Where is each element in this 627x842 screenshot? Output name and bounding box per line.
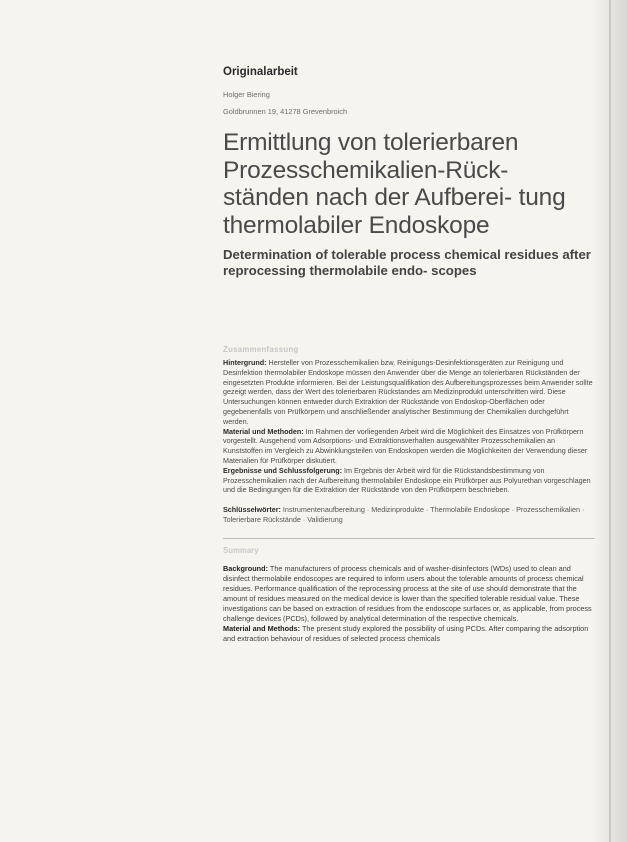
zusammenfassung-heading: Zusammenfassung [223,345,299,354]
methods-paragraph-de [223,427,595,466]
article-column [223,66,595,645]
methods-text-en: The present study explored the possibility of using PCDs. After comparing the adsorption and extraction behaviour of residues of selected process chemicals [223,624,589,644]
results-paragraph-de [223,466,595,495]
methods-paragraph-en [223,624,595,644]
summary-heading: Summary [223,545,259,555]
zusammenfassung-body [223,358,595,495]
keywords-block [223,505,595,525]
background-label-en: Background: [223,563,268,573]
author-address: Goldbrunnen 19, 41278 Grevenbroich [223,107,348,116]
section-divider [223,538,595,539]
results-label-de: Ergebnisse und Schlussfolgerung: [223,465,343,475]
author-name: Holger Biering [223,90,270,99]
background-label-de: Hintergrund: [223,358,267,367]
title-english: Determination of tolerable process chemical residues after reprocessing thermolabile endo- scopes [223,247,591,278]
background-paragraph-de [223,358,595,427]
summary-body [223,564,595,645]
background-text-de: Hersteller von Prozesschemikalien bzw. Reinigungs-Desinfektionsgeräten zur Reinigung und Desinfektion thermolabiler Endoskope müssen den Anwender über die Menge an tolerierbaren Rückständen der eingesetzten Produkte informieren. Bei der Leistungsqualifikation des Aufbereitungsprozesses beim Anwender sollte gezeigt werden, dass der Wert des tolerierbaren Rückstandes am Medizinprodukt unterschritten wird. Diese Untersuchungen können entweder durch Extraktion der Rückstände von Endoskop-Oberflächen oder gegebenenfalls von Prüfkörpern und anschließender analytischer Bestimmung der Chemikalien durchgeführt werden. [223,358,593,426]
title-german: Ermittlung von tolerierbaren Prozesschemikalien-Rück- ständen nach der Aufberei- tung thermolabiler Endoskope [223,129,566,239]
background-paragraph-en [223,564,595,625]
methods-label-de: Material und Methoden: [223,426,304,436]
results-text-de: Im Ergebnis der Arbeit wird für die Rückstandsbestimmung von Prozesschemikalien nach der Aufbereitung thermolabiler Endoskope ein Prüfkörper aus Polyurethan vorgeschlagen und die Bedingungen für die Extraktion der Rückstände von den Prüfkörpern beschrieben. [223,465,591,495]
background-text-en: The manufacturers of process chemicals and of washer-disinfectors (WDs) used to clean and disinfect thermolabile endoscopes are required to inform users about the tolerable amounts of process chemical residues. Performance qualification of the reprocessing process at the site of use should demonstrate that the amount of residues measured on the medical device is lower than the specified tolerable residual value. These investigations can be based on extraction of residues from the endoscope surfaces or, as applicable, from process challenge devices (PCDs), followed by analytical determination of the respective chemicals. [223,563,592,624]
methods-label-en: Material and Methods: [223,624,301,634]
article-category: Originalarbeit [223,66,298,78]
page-shadow [593,0,627,842]
keywords-label: Schlüsselwörter: [223,505,281,515]
methods-text-de: Im Rahmen der vorliegenden Arbeit wird die Möglichkeit des Einsatzes von Prüfkörpern vorgestellt. Ausgehend vom Adsorptions- und Extraktionsverhalten ausgewählter Prozesschemikalien an Kunststoffen im Vergleich zu Abwinklungsteilen von Endoskopen werden die Möglichkeiten der Verwendung dieser Materialien für Prüfkörper diskutiert. [223,426,588,465]
keywords-text: Instrumentenaufbereitung · Medizinprodukte · Thermolabile Endoskope · Prozesschemikalien · Tolerierbare Rückstände · Validierung [223,505,585,524]
